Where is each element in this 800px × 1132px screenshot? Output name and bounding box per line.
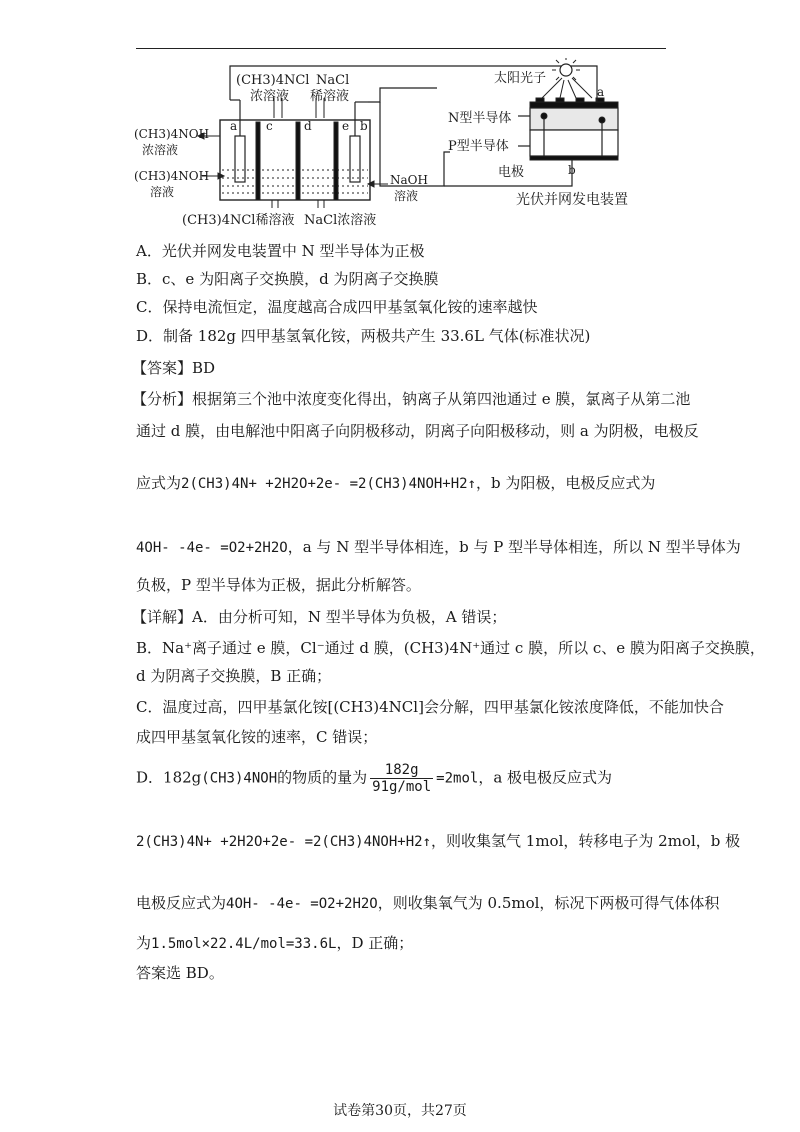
- equation-anode: 4OH- -4e- =O2+2H2O: [136, 540, 288, 556]
- electrode-b-label: b: [360, 119, 368, 133]
- fraction-result: =2mol: [436, 770, 479, 787]
- answer-tag: 【答案】: [132, 359, 193, 377]
- figure: [132, 58, 672, 230]
- detail-d4-pre: 为: [136, 934, 152, 952]
- detail-line-d1: [136, 762, 612, 795]
- detail-d1-pre: D．182g: [136, 768, 202, 787]
- left-top-word: 浓溶液: [142, 143, 179, 157]
- option-a-text: 光伏并网发电装置中 N 型半导体为正极: [161, 242, 425, 260]
- detail-d-formula: (CH3)4NOH: [201, 770, 278, 787]
- answer-value: BD: [192, 359, 216, 377]
- analysis-line3-pre: 应式为: [136, 474, 182, 492]
- option-b: [136, 268, 438, 289]
- analysis-line3-post: ，b 为阳极，电极反应式为: [476, 474, 656, 492]
- option-b-text: c、e 为阳离子交换膜，d 为阴离子交换膜: [162, 270, 439, 288]
- membrane-e-label: e: [342, 119, 350, 133]
- option-a-label: A．: [136, 242, 162, 260]
- analysis-line4-post: ，a 与 N 型半导体相连，b 与 P 型半导体相连，所以 N 型半导体为: [287, 538, 741, 556]
- sun-icon: [560, 64, 572, 76]
- detail-d1-post: ，a 极电极反应式为: [478, 768, 613, 787]
- option-d: [136, 325, 590, 346]
- nacl-top-formula: NaCl: [316, 73, 350, 88]
- detail-line-d2: [136, 830, 740, 851]
- n-type-label: N型半导体: [448, 111, 512, 126]
- equation-cathode: 2(CH3)4N+ +2H2O+2e- =2(CH3)4NOH+H2↑: [181, 476, 477, 492]
- analysis-text-1: 根据第三个池中浓度变化得出，钠离子从第四池通过 e 膜，氯离子从第二池: [192, 390, 691, 408]
- gas-volume-calc: 1.5mol×22.4L/mol=33.6L: [151, 936, 337, 952]
- nacl-top-word: 稀溶液: [310, 89, 350, 104]
- option-d-text: 制备 182g 四甲基氢氧化铵，两极共产生 33.6L 气体(标准状况): [163, 327, 591, 345]
- left-top-formula: (CH3)4NOH: [134, 127, 210, 141]
- tmac-conc-word: 浓溶液: [250, 89, 290, 104]
- pv-caption: 光伏并网发电装置: [516, 192, 628, 208]
- fraction-numerator: 182g: [370, 762, 433, 779]
- membrane-d-label: d: [304, 119, 312, 133]
- detail-d4-post: ，D 正确；: [336, 934, 414, 952]
- top-rule: [136, 48, 666, 49]
- analysis-line-3: [136, 472, 655, 493]
- membrane-c: [256, 122, 260, 200]
- membrane-c-label: c: [266, 119, 273, 133]
- option-a: [136, 240, 425, 261]
- detail-d3-post: ，则收集氧气为 0.5mol，标况下两极可得气体体积: [377, 894, 720, 912]
- detail-tag: 【详解】: [132, 608, 193, 626]
- p-type-label: P型半导体: [448, 139, 509, 154]
- molar-fraction: [370, 762, 433, 795]
- analysis-line-1: [132, 388, 690, 409]
- fraction-denominator: 91g/mol: [372, 779, 432, 795]
- electrode-a: [235, 136, 245, 182]
- detail-d1-mid: 的物质的量为: [277, 768, 368, 787]
- electrode-b: [350, 136, 360, 182]
- option-c: [136, 296, 538, 317]
- bottom-right-label: NaCl浓溶液: [304, 213, 377, 228]
- detail-a-text: A．由分析可知，N 型半导体为负极，A 错误；: [192, 608, 507, 626]
- membrane-e: [334, 122, 338, 200]
- detail-line-b1: B．Na⁺离子通过 e 膜，Cl⁻通过 d 膜，(CH3)4N⁺通过 c 膜，所以 c、e 膜为阳离子交换膜，: [136, 639, 765, 657]
- option-d-label: D．: [136, 327, 164, 345]
- bottom-left-label: (CH3)4NCl稀溶液: [182, 213, 295, 228]
- detail-d2-post: ，则收集氢气 1mol，转移电子为 2mol，b 极: [431, 832, 741, 850]
- analysis-line-2: 通过 d 膜，由电解池中阳离子向阴极移动，阴离子向阳极移动，则 a 为阴极，电极反: [136, 422, 699, 440]
- detail-d3-pre: 电极反应式为: [136, 894, 227, 912]
- electrolysis-diagram: [132, 58, 672, 230]
- tmac-conc-formula: (CH3)4NCl: [236, 73, 310, 88]
- pv-b-label: b: [568, 163, 576, 177]
- detail-line-d3: [136, 892, 719, 913]
- pv-a-label: a: [597, 85, 605, 99]
- sun-photon-label: 太阳光子: [494, 71, 547, 86]
- detail-line-b2: d 为阴离子交换膜，B 正确；: [136, 667, 332, 685]
- naoh-word: 溶液: [394, 189, 419, 203]
- option-b-label: B．: [136, 270, 163, 288]
- detail-equation-cathode: 2(CH3)4N+ +2H2O+2e- =2(CH3)4NOH+H2↑: [136, 834, 432, 850]
- detail-equation-anode: 4OH- -4e- =O2+2H2O: [226, 896, 378, 912]
- detail-line-d4: [136, 932, 413, 953]
- analysis-line-5: 负极，P 型半导体为正极，据此分析解答。: [136, 576, 421, 594]
- membrane-d: [296, 122, 300, 200]
- electrode-a-label: a: [230, 119, 238, 133]
- analysis-line-4: [136, 536, 741, 557]
- option-c-label: C．: [136, 298, 163, 316]
- page-footer: 试卷第30页，共27页: [333, 1103, 467, 1119]
- option-c-text: 保持电流恒定，温度越高合成四甲基氢氧化铵的速率越快: [162, 298, 538, 316]
- analysis-tag: 【分析】: [132, 390, 193, 408]
- detail-line-c2: 成四甲基氢氧化铵的速率，C 错误；: [136, 728, 378, 746]
- final-answer: 答案选 BD。: [136, 964, 224, 982]
- left-bottom-word: 溶液: [150, 185, 175, 199]
- detail-line-a: [132, 606, 506, 627]
- detail-line-c1: C．温度过高，四甲基氯化铵[(CH3)4NCl]会分解，四甲基氯化铵浓度降低，不能加快合: [136, 698, 724, 716]
- left-bottom-formula: (CH3)4NOH: [134, 169, 210, 183]
- answer-line: [132, 357, 215, 378]
- naoh-formula: NaOH: [390, 173, 428, 187]
- electrode-label: 电极: [498, 165, 525, 180]
